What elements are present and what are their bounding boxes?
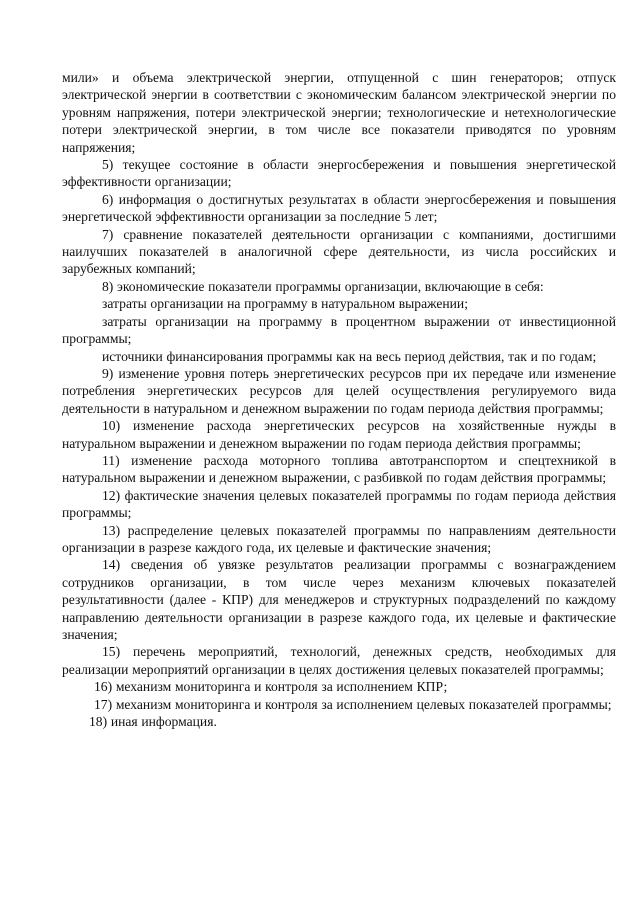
list-subitem-costs-natural: затраты организации на программу в натуральном выражении; bbox=[102, 296, 468, 312]
list-item-7: 7) сравнение показателей деятельности организации с компаниями, достигшими наилучших показателей в аналогичной сфере деятельности, из числа российских и зарубежных компаний; bbox=[62, 226, 616, 277]
list-item-10: 10) изменение расхода энергетических ресурсов на хозяйственные нужды в натуральном выражении и денежном выражении по годам периода действия программы; bbox=[62, 418, 616, 451]
list-item-5: 5) текущее состояние в области энергосбережения и повышения энергетической эффективности организации; bbox=[62, 157, 616, 190]
list-item-11: 11) изменение расхода моторного топлива автотранспортом и спецтехникой в натуральном выражении и денежном выражении, с разбивкой по годам действия программы; bbox=[62, 452, 616, 486]
list-item-6: 6) информация о достигнутых результатах в области энергосбережения и повышения энергетической эффективности организации за последние 5 лет; bbox=[62, 191, 616, 225]
list-item-12: 12) фактические значения целевых показателей программы по годам периода действия программы; bbox=[62, 487, 616, 521]
list-item-8: 8) экономические показатели программы организации, включающие в себя: bbox=[102, 278, 544, 294]
list-item-17: 17) механизм мониторинга и контроля за исполнением целевых показателей программы; bbox=[94, 696, 612, 712]
list-item-15: 15) перечень мероприятий, технологий, денежных средств, необходимых для реализации мероприятий организации в целях достижения целевых показателей программы; bbox=[62, 644, 616, 677]
list-item-9: 9) изменение уровня потерь энергетических ресурсов при их передаче или изменение потребления энергетических ресурсов для целей осуществления регулируемого вида деятельности в натуральном и денежном выражении по годам периода действия программы; bbox=[62, 365, 616, 416]
paragraph-continuation: мили» и объема электрической энергии, отпущенной с шин генераторов; отпуск электрической энергии в соответствии с экономическим балансом электрической энергии по уровням напряжения, потери электрической энергии; технологические и нетехнологические потери электрической энергии, в том числе все показатели приводятся по уровням напряжения; bbox=[62, 70, 616, 155]
list-subitem-funding-sources: источники финансирования программы как на весь период действия, так и по годам; bbox=[102, 348, 597, 364]
list-item-16: 16) механизм мониторинга и контроля за исполнением КПР; bbox=[94, 679, 448, 695]
document-page bbox=[62, 69, 616, 730]
list-item-13: 13) распределение целевых показателей программы по направлениям деятельности организации в разрезе каждого года, их целевые и фактические значения; bbox=[62, 522, 616, 555]
list-item-14: 14) сведения об увязке результатов реализации программы с вознаграждением сотрудников организации, в том числе через механизм ключевых показателей результативности (далее - КПР) для менеджеров и структурных подразделений по каждому направлению деятельности организации в разрезе каждого года, их целевые и фактические значения; bbox=[62, 557, 616, 642]
list-item-18: 18) иная информация. bbox=[89, 714, 217, 730]
list-subitem-costs-percent: затраты организации на программу в процентном выражении от инвестиционной программы; bbox=[62, 313, 616, 347]
